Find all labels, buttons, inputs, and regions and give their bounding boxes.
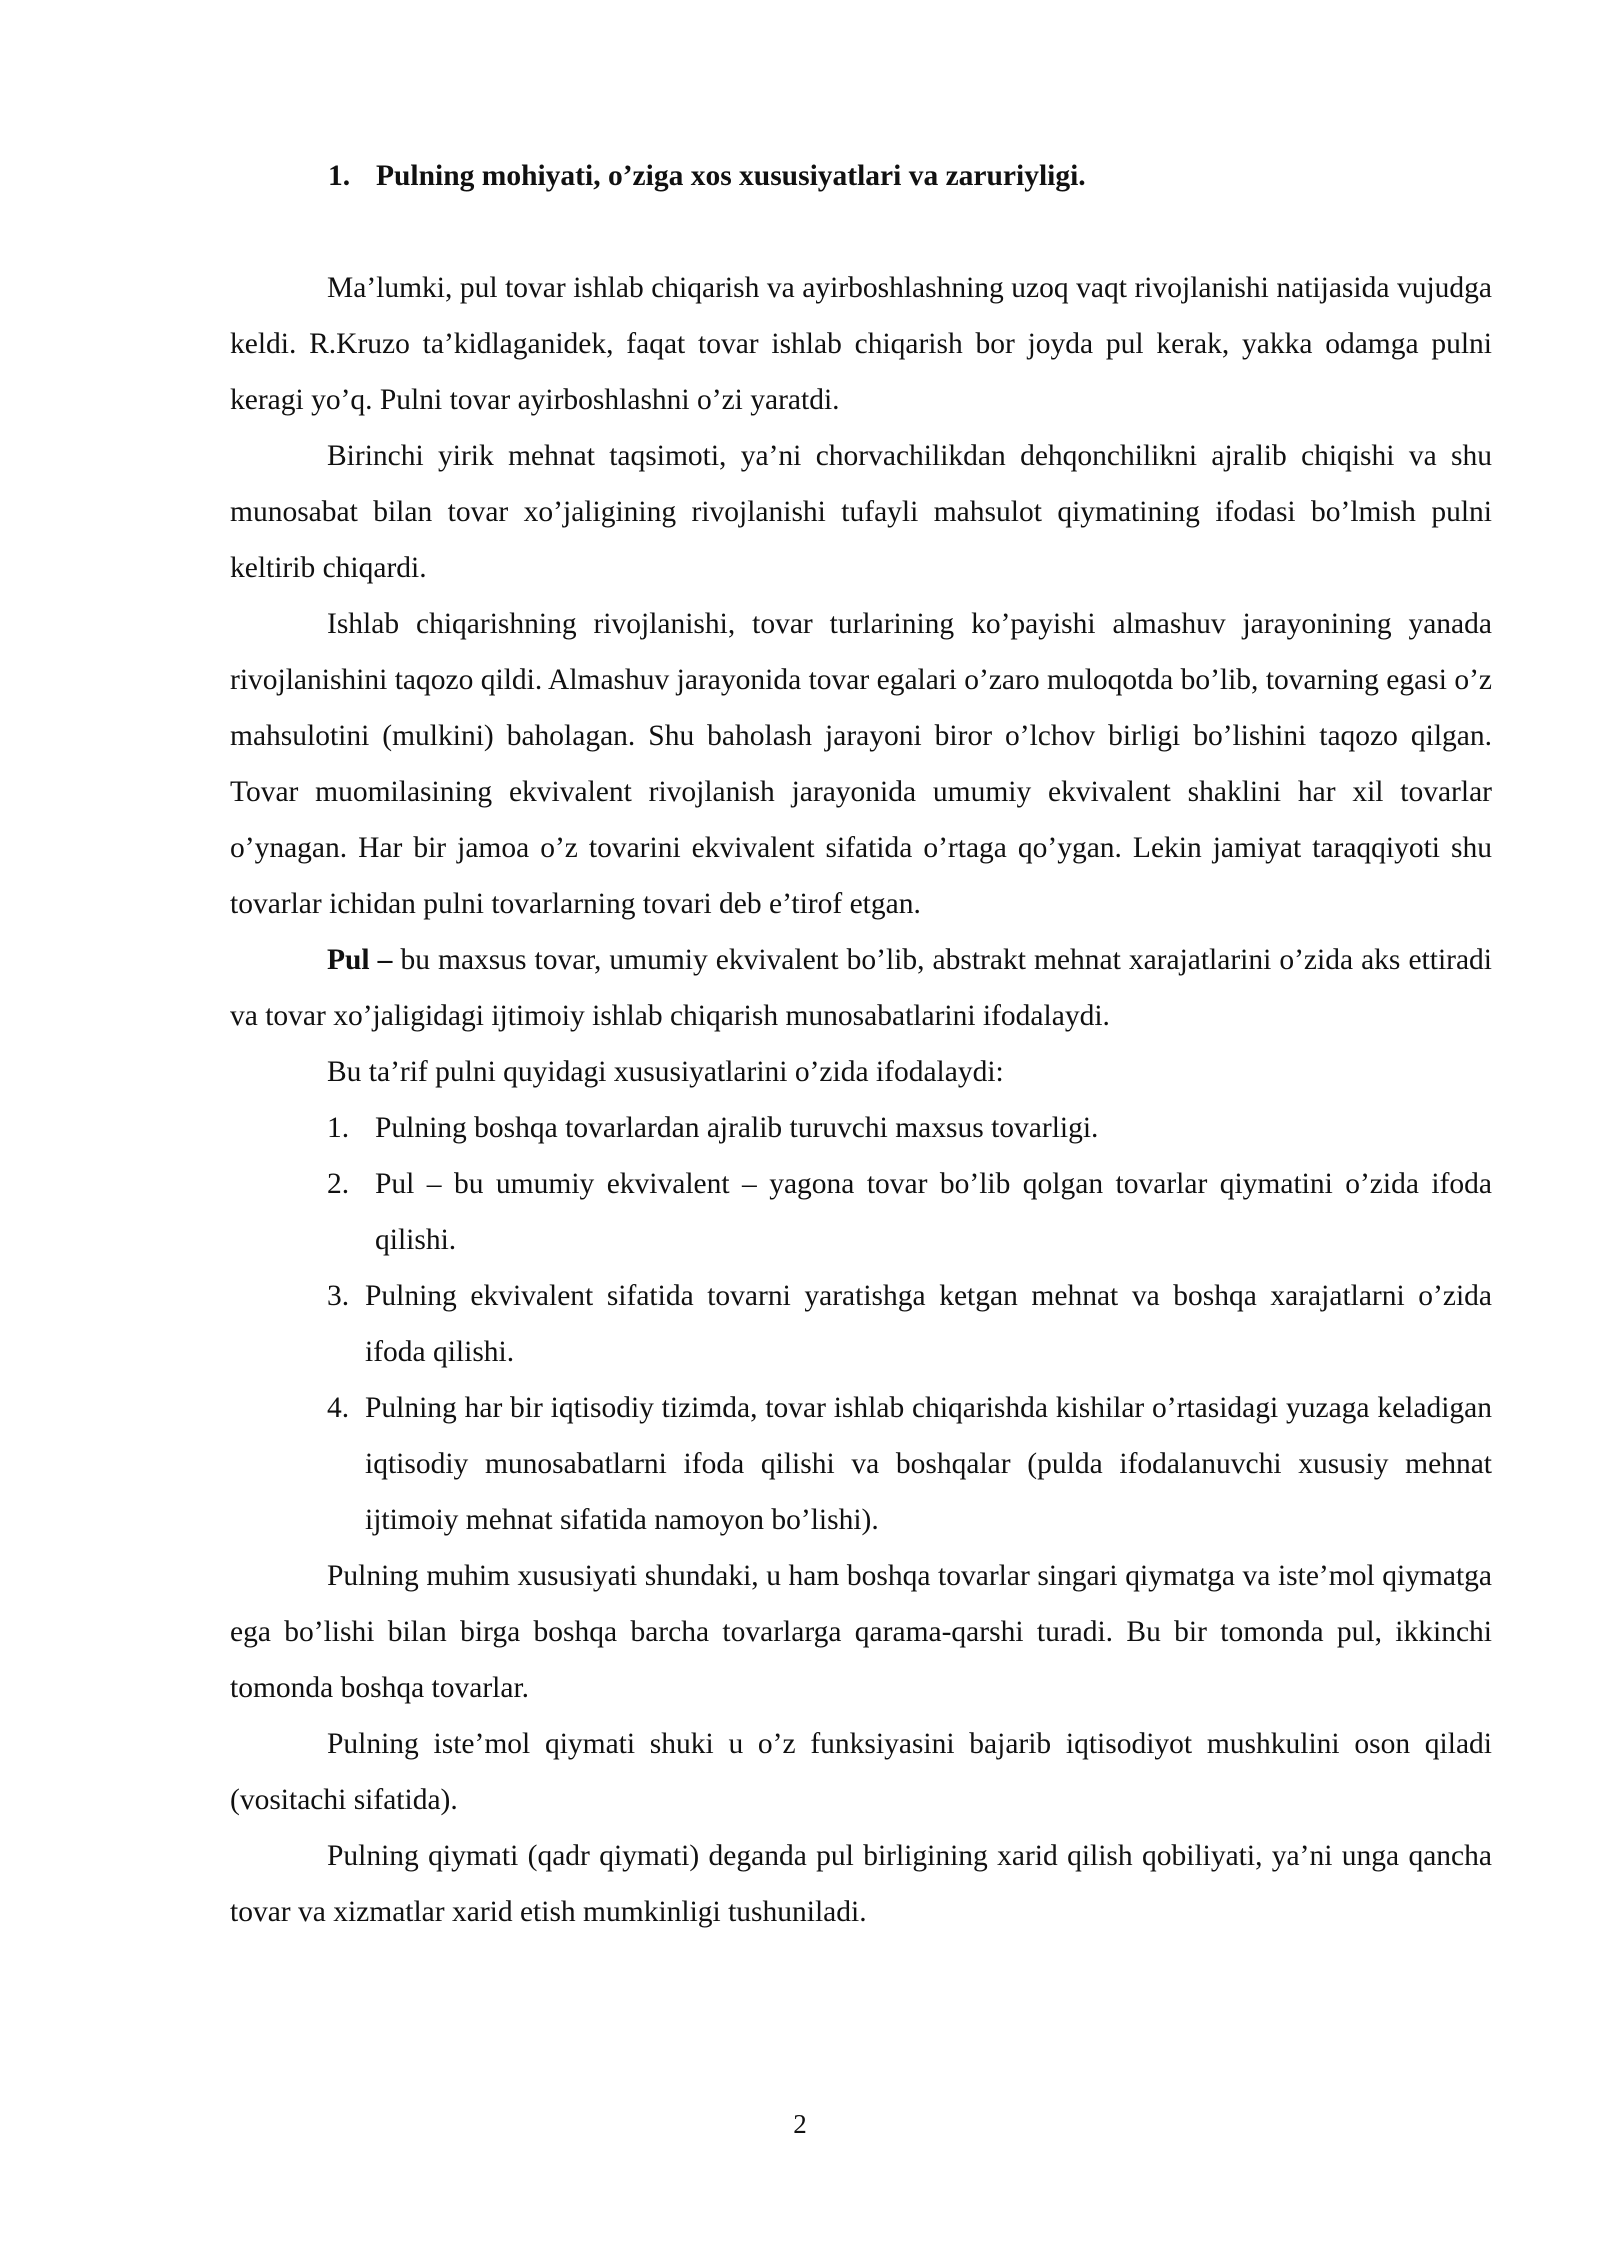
list-item [230, 1100, 1492, 1156]
list-item [230, 1156, 1492, 1268]
paragraph-exchange: Ishlab chiqarishning rivojlanishi, tovar turlarining ko’payishi almashuv jarayonining yanada rivojlanishini taqozo qildi. Almashuv jarayonida tovar egalari o’zaro muloqotda bo’lib, tovarning egasi o’z mahsulotini (mulkini) baholagan. Shu baholash jarayoni biror o’lchov birligi bo’lishini taqozo qilgan. Tovar muomilasining ekvivalent rivojlanish jarayonida umumiy ekvivalent shaklini har xil tovarlar o’ynagan. Har bir jamoa o’z tovarini ekvivalent sifatida o’rtaga qo’ygan. Lekin jamiyat taraqqiyoti shu tovarlar ichidan pulni tovarlarning tovari deb e’tirof etgan. [230, 608, 1492, 920]
list-item-text: Pulning har bir iqtisodiy tizimda, tovar ishlab chiqarishda kishilar o’rtasidagi yuzaga keladigan iqtisodiy munosabatlarni ifoda qilishi va boshqalar (pulda ifodalanuvchi xususiy mehnat ijtimoiy mehnat sifatida namoyon bo’lishi). [365, 1392, 1492, 1536]
properties-list [230, 1100, 1492, 1548]
section-title: Pulning mohiyati, o’ziga xos xususiyatlari va zaruriyligi. [376, 160, 1086, 192]
paragraph-key-property: Pulning muhim xususiyati shundaki, u ham boshqa tovarlar singari qiymatga va iste’mol qiymatga ega bo’lishi bilan birga boshqa barcha tovarlarga qarama-qarshi turadi. Bu bir tomonda pul, ikkinchi tomonda boshqa tovarlar. [230, 1560, 1492, 1704]
list-item-number: 4. [327, 1392, 350, 1424]
page-number: 2 [793, 2109, 807, 2139]
page-content [230, 148, 1492, 1940]
list-item-number: 3. [327, 1280, 350, 1312]
paragraph-list-intro: Bu ta’rif pulni quyidagi xususiyatlarini o’zida ifodalaydi: [327, 1056, 1004, 1088]
list-item-text: Pul – bu umumiy ekvivalent – yagona tovar bo’lib qolgan tovarlar qiymatini o’zida ifoda qilishi. [375, 1168, 1492, 1256]
list-item-number: 2. [327, 1168, 350, 1200]
paragraph-intro: Ma’lumki, pul tovar ishlab chiqarish va ayirboshlashning uzoq vaqt rivojlanishi natijasida vujudga keldi. R.Kruzo ta’kidlaganidek, faqat tovar ishlab chiqarish bor joyda pul kerak, yakka odamga pulni keragi yo’q. Pulni tovar ayirboshlashni o’zi yaratdi. [230, 272, 1492, 416]
paragraph-division-of-labor: Birinchi yirik mehnat taqsimoti, ya’ni chorvachilikdan dehqonchilikni ajralib chiqishi va shu munosabat bilan tovar xo’jaligining rivojlanishi tufayli mahsulot qiymatining ifodasi bo’lmish pulni keltirib chiqardi. [230, 440, 1492, 584]
list-item [230, 1380, 1492, 1548]
paragraph-definition [230, 932, 1492, 1044]
definition-text: bu maxsus tovar, umumiy ekvivalent bo’lib, abstrakt mehnat xarajatlarini o’zida aks ettiradi va tovar xo’jaligidagi ijtimoiy ishlab chiqarish munosabatlarini ifodalaydi. [230, 944, 1492, 1032]
section-number: 1. [328, 160, 351, 192]
list-item [230, 1268, 1492, 1380]
paragraph-value: Pulning qiymati (qadr qiymati) deganda pul birligining xarid qilish qobiliyati, ya’ni unga qancha tovar va xizmatlar xarid etish mumkinligi tushuniladi. [230, 1840, 1492, 1928]
section-heading [328, 148, 1492, 204]
list-item-text: Pulning ekvivalent sifatida tovarni yaratishga ketgan mehnat va boshqa xarajatlarni o’zida ifoda qilishi. [365, 1280, 1492, 1368]
list-item-text: Pulning boshqa tovarlardan ajralib turuvchi maxsus tovarligi. [375, 1112, 1099, 1144]
paragraph-use-value: Pulning iste’mol qiymati shuki u o’z funksiyasini bajarib iqtisodiyot mushkulini oson qiladi (vositachi sifatida). [230, 1728, 1492, 1816]
list-item-number: 1. [327, 1112, 350, 1144]
definition-term: Pul – [327, 944, 393, 976]
